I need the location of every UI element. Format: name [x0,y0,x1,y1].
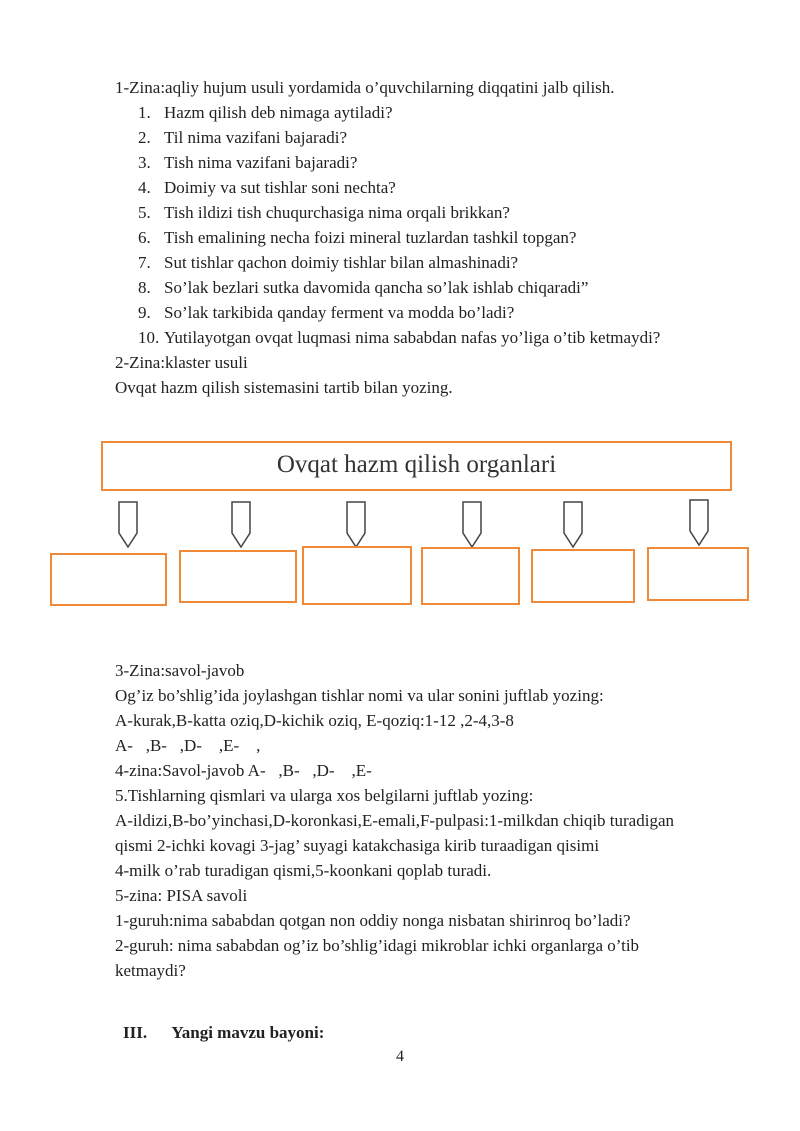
text-line: ketmaydi? [115,961,186,980]
organ-answer-box [647,547,749,601]
list-item: 2. Til nima vazifani bajaradi? [138,128,348,147]
down-arrow-icon [462,501,482,549]
section-number: III [123,1023,143,1042]
text-line: 1-guruh:nima sababdan qotgan non oddiy nonga nisbatan shirinroq bo’ladi? [115,911,631,930]
down-arrow-icon [563,501,583,549]
down-arrow-icon [118,501,138,549]
diagram-title-box: Ovqat hazm qilish organlari [101,441,732,491]
organ-answer-box [302,546,412,605]
list-item: 4. Doimiy va sut tishlar soni nechta? [138,178,396,197]
organ-answer-box [50,553,167,606]
text-line: 4-milk o’rab turadigan qismi,5-koonkani qoplab turadi. [115,861,492,880]
page-number: 4 [396,1048,404,1065]
list-item: 6. Tish emalining necha foizi mineral tuzlardan tashkil topgan? [138,228,577,247]
list-item: 8. So’lak bezlari sutka davomida qancha so’lak ishlab chiqaradi” [138,278,589,297]
list-item: 9. So’lak tarkibida qanday ferment va modda bo’ladi? [138,303,515,322]
list-item: 10. Yutilayotgan ovqat luqmasi nima sababdan nafas yo’liga o’tib ketmaydi? [138,328,661,347]
zina4-heading: 4-zina:Savol-javob A- ,B- ,D- ,E- [115,761,372,780]
zina3-heading: 3-Zina:savol-javob [115,661,245,680]
list-item: 7. Sut tishlar qachon doimiy tishlar bilan almashinadi? [138,253,519,272]
text-line: A- ,B- ,D- ,E- , [115,736,261,755]
organ-answer-box [421,547,520,605]
text-line: A-ildizi,B-bo’yinchasi,D-koronkasi,E-emali,F-pulpasi:1-milkdan chiqib turadigan [115,811,674,830]
section-heading: III. Yangi mavzu bayoni: [123,1023,325,1042]
text-line: 2-guruh: nima sababdan og’iz bo’shlig’idagi mikroblar ichki organlarga o’tib [115,936,640,955]
section-title: Yangi mavzu bayoni: [171,1023,325,1042]
text-line: 5.Tishlarning qismlari va ularga xos belgilarni juftlab yozing: [115,786,534,805]
list-item: 1. Hazm qilish deb nimaga aytiladi? [138,103,393,122]
text-line: qismi 2-ichki kovagi 3-jag’ suyagi katakchasiga kirib turaadigan qisimi [115,836,600,855]
down-arrow-icon [346,501,366,549]
zina5-heading: 5-zina: PISA savoli [115,886,248,905]
text-line: Og’iz bo’shlig’ida joylashgan tishlar nomi va ular sonini juftlab yozing: [115,686,604,705]
list-item: 5. Tish ildizi tish chuqurchasiga nima orqali brikkan? [138,203,510,222]
list-item: 3. Tish nima vazifani bajaradi? [138,153,358,172]
zina2-task: Ovqat hazm qilish sistemasini tartib bilan yozing. [115,378,453,397]
organ-answer-box [179,550,297,603]
text-line: A-kurak,B-katta oziq,D-kichik oziq, E-qoziq:1-12 ,2-4,3-8 [115,711,514,730]
organ-answer-box [531,549,635,603]
down-arrow-icon [689,499,709,547]
zina1-heading: 1-Zina:aqliy hujum usuli yordamida o’quvchilarning diqqatini jalb qilish. [115,78,615,97]
down-arrow-icon [231,501,251,549]
zina2-heading: 2-Zina:klaster usuli [115,353,248,372]
